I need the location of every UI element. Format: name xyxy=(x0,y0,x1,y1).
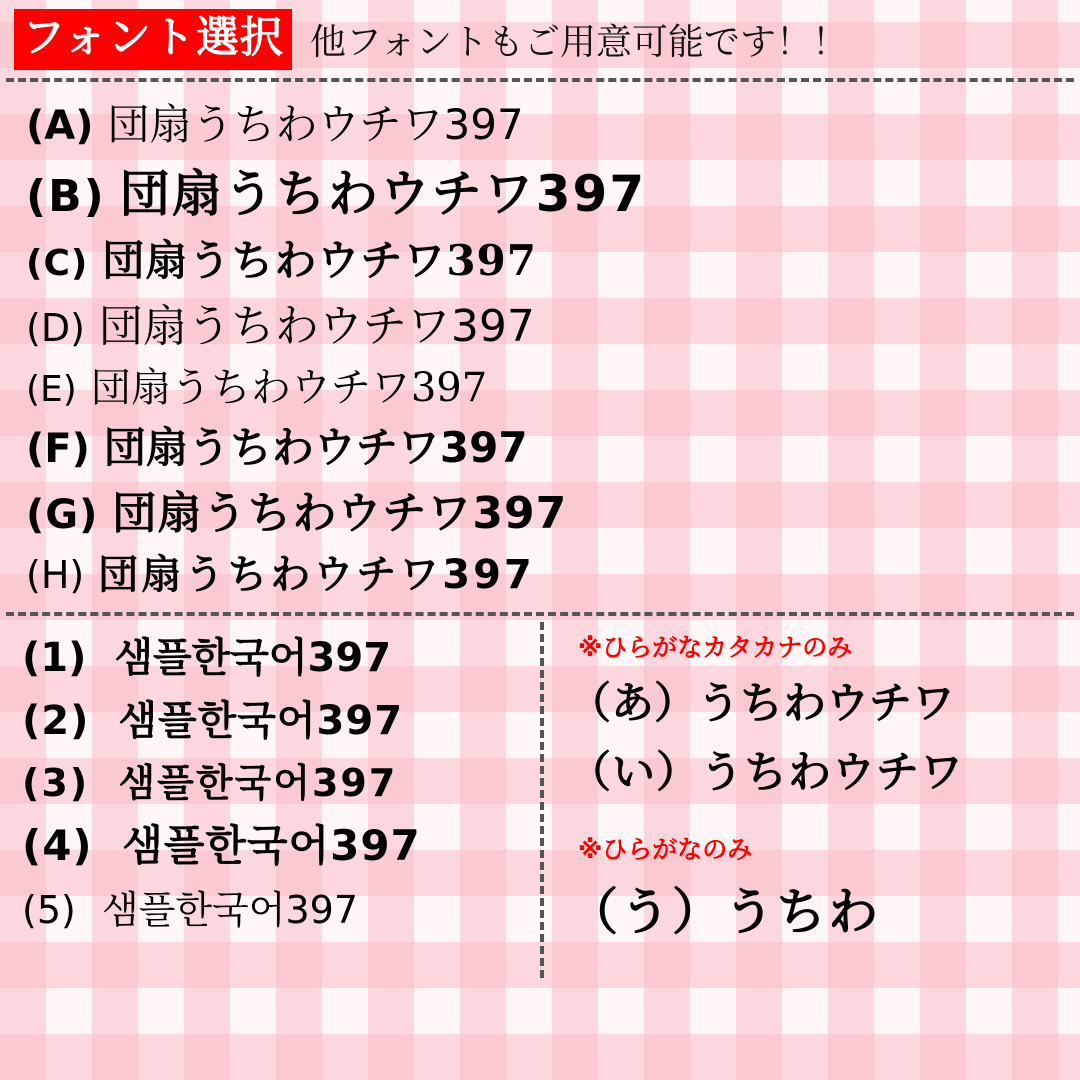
spacer xyxy=(568,808,1080,828)
sample-tag: （う） xyxy=(568,883,724,941)
sample-tag: (F) xyxy=(26,426,90,472)
sample-text: 団扇うちわウチワ397 xyxy=(98,301,535,352)
list-item[interactable] xyxy=(0,356,1080,413)
bottom-section xyxy=(0,618,1080,978)
sample-tag: (1) xyxy=(22,635,87,681)
divider-bottom xyxy=(6,612,1074,616)
list-item[interactable] xyxy=(0,290,1080,354)
list-item[interactable] xyxy=(0,415,1080,475)
sample-text: 団扇うちわウチワ397 xyxy=(119,165,647,223)
list-item[interactable] xyxy=(568,872,1080,944)
list-item[interactable] xyxy=(22,813,540,873)
kana-only-section xyxy=(544,618,1080,978)
sample-tag: (4) xyxy=(22,821,93,870)
list-item[interactable] xyxy=(22,689,540,746)
sample-tag: （あ） xyxy=(568,679,697,729)
header xyxy=(0,0,1080,74)
list-item[interactable] xyxy=(22,752,540,807)
sample-text: 団扇うちわウチワ397 xyxy=(90,365,488,411)
sample-text: 샘플한국어397 xyxy=(101,888,358,932)
header-note: 他フォントもご用意可能です！！ xyxy=(309,21,849,63)
sample-tag: (5) xyxy=(22,888,76,932)
font-selection-badge: フォント選択 xyxy=(14,9,292,70)
list-item[interactable] xyxy=(0,92,1080,152)
sample-tag: (H) xyxy=(26,553,85,597)
sample-text: 団扇うちわウチワ397 xyxy=(107,100,524,149)
sample-text: うちわウチワ xyxy=(700,748,964,798)
sample-tag: (B) xyxy=(26,171,106,222)
sample-text: 団扇うちわウチワ397 xyxy=(98,552,535,598)
sample-text: 샘플한국어397 xyxy=(118,698,404,744)
sample-tag: (C) xyxy=(26,243,89,284)
list-item[interactable] xyxy=(22,879,540,934)
sample-tag: (E) xyxy=(26,369,77,410)
kana-note: ※ひらがなカタカナのみ xyxy=(578,633,853,662)
japanese-font-sample-list xyxy=(0,82,1080,608)
sample-tag: （い） xyxy=(568,748,700,798)
list-item[interactable] xyxy=(0,154,1080,226)
sample-text: 샘플한국어397 xyxy=(114,635,392,681)
sample-text: 샘플한국어397 xyxy=(118,761,398,805)
hiragana-note: ※ひらがなのみ xyxy=(578,835,753,864)
sample-text: 団扇うちわウチワ397 xyxy=(112,488,568,539)
list-item[interactable] xyxy=(568,670,1080,731)
list-item[interactable] xyxy=(0,543,1080,600)
sample-text: 団扇うちわウチワ397 xyxy=(102,236,537,285)
sample-tag: (3) xyxy=(22,761,90,805)
sample-text: 샘플한국어397 xyxy=(122,821,421,870)
sample-tag: (D) xyxy=(26,306,85,350)
list-item[interactable] xyxy=(0,228,1080,288)
sample-text: 団扇うちわウチワ397 xyxy=(103,423,528,472)
list-item[interactable] xyxy=(22,626,540,683)
korean-font-sample-list xyxy=(0,618,540,978)
sample-text: うちわウチワ xyxy=(697,679,955,729)
sample-tag: (G) xyxy=(26,492,99,538)
sample-tag: (A) xyxy=(26,103,94,149)
list-item[interactable] xyxy=(568,739,1080,800)
list-item[interactable] xyxy=(0,477,1080,541)
sample-text: うちわ xyxy=(724,883,880,941)
sample-tag: (2) xyxy=(22,698,90,744)
